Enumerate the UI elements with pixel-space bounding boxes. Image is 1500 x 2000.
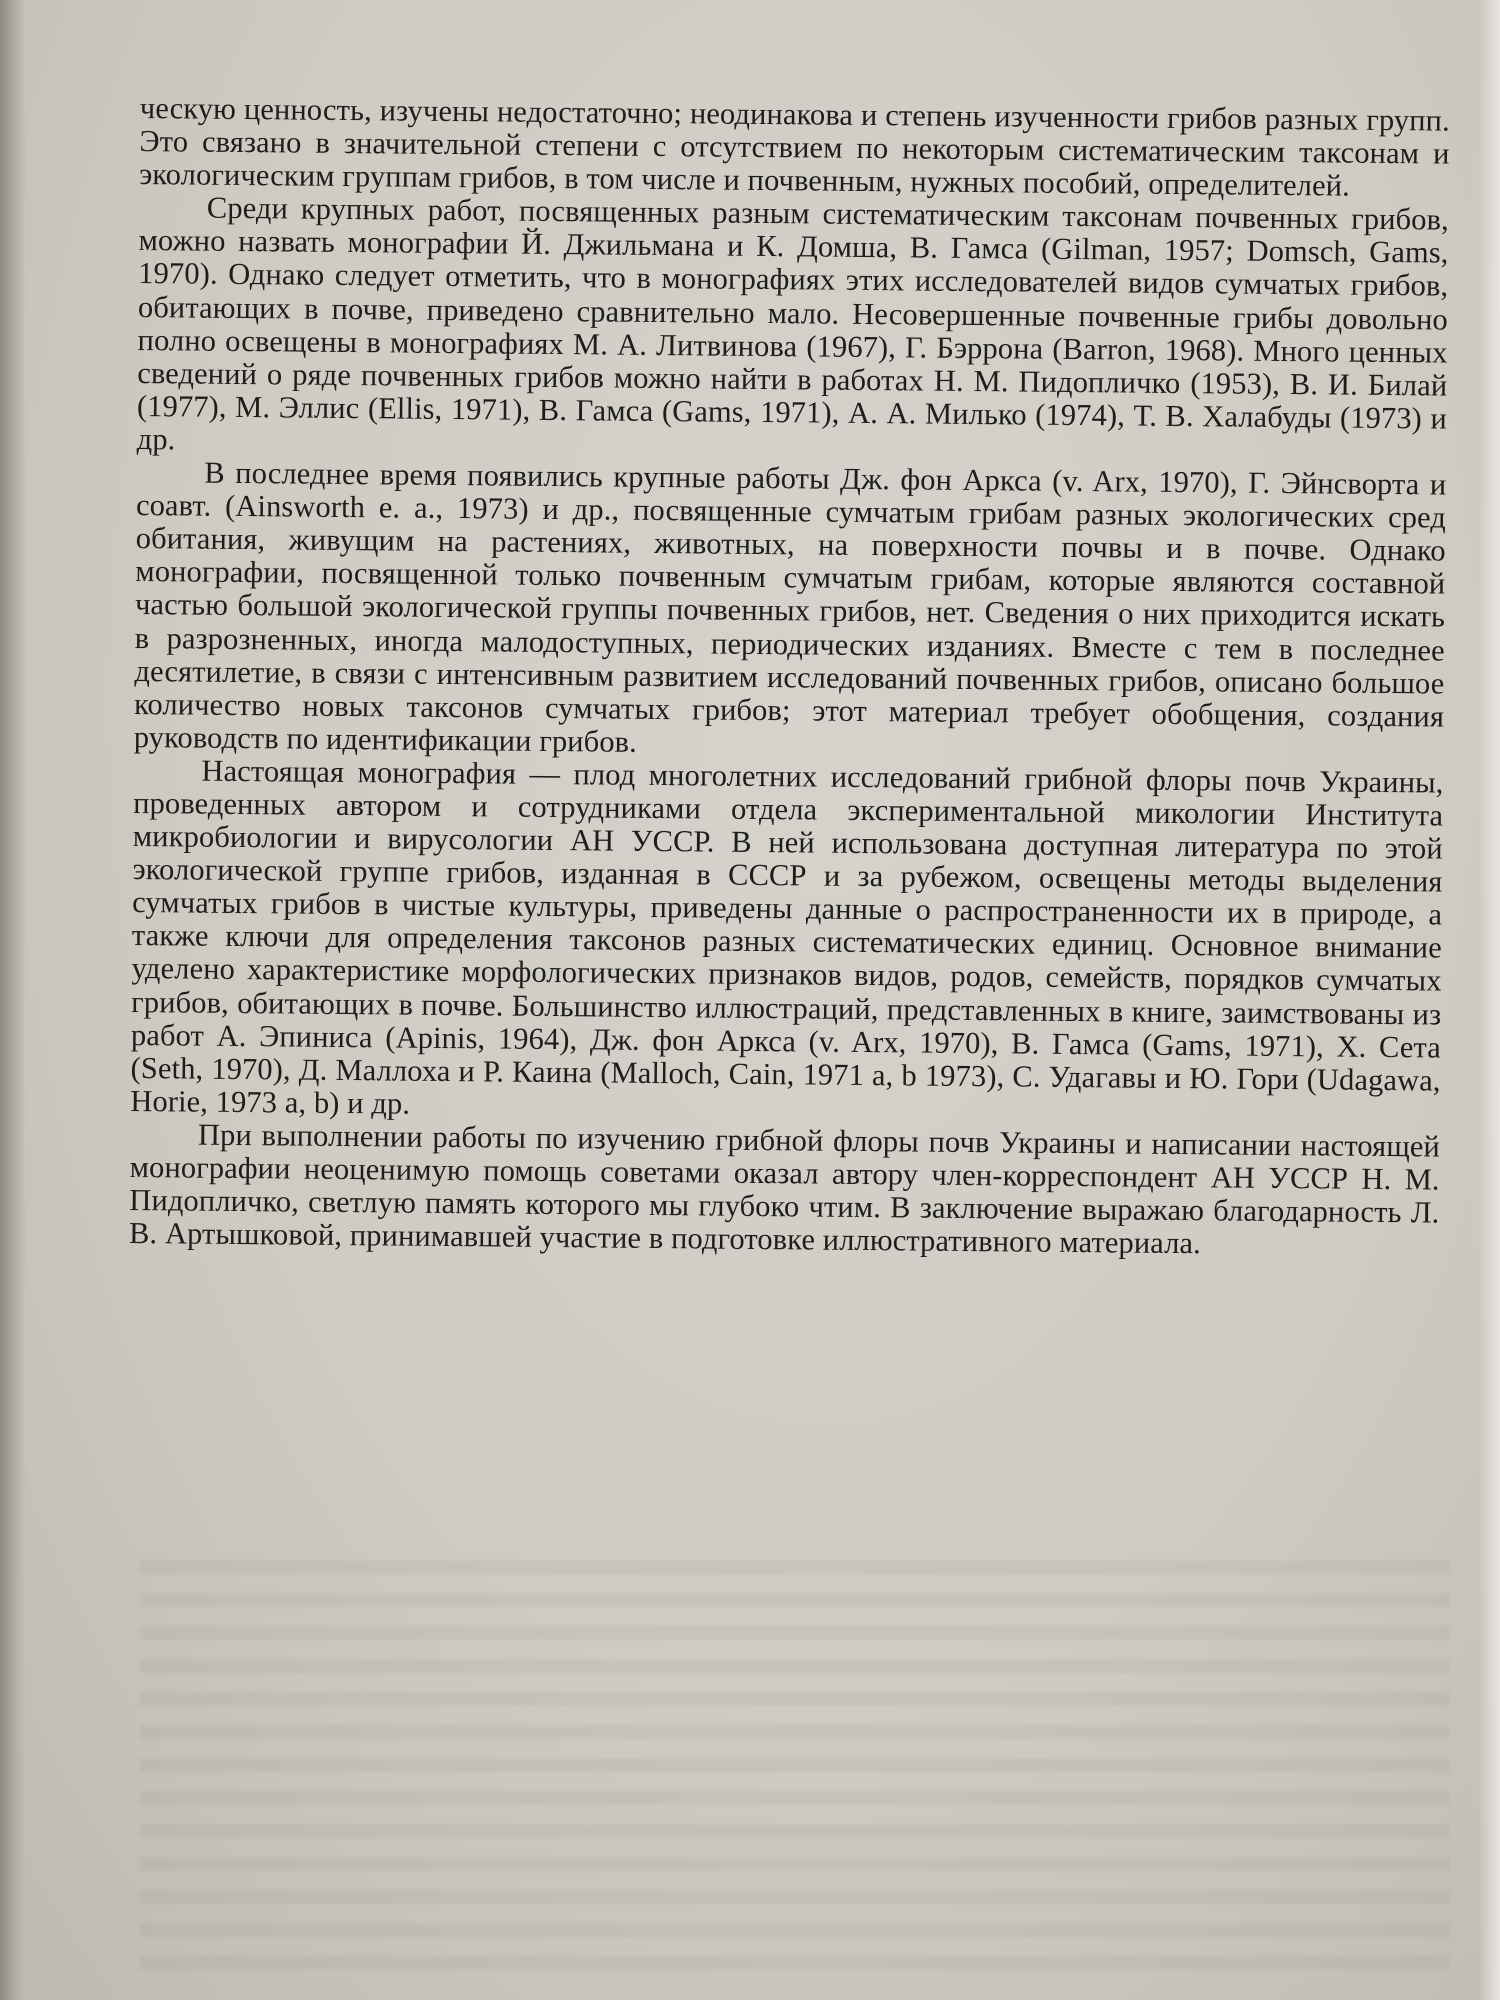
paragraph-2: Среди крупных работ, посвященных разным систематическим таксонам почвенных грибов, можно назвать монографии Й. Джильмана и К. Домша, В. Гамса (Gilman, 1957; Domsch, Gams, 1970). Однако следует отметить, что в монографиях этих исследователей видов сумчатых грибов, обитающих в почве, приведено сравнительно мало. Несовершенные почвенные грибы довольно полно освещены в монографиях М. А. Литвинова (1967), Г. Бэррона (Barron, 1968). Много ценных сведений о ряде почвенных грибов можно найти в работах Н. М. Пидопличко (1953), В. И. Билай (1977), М. Эллис (Ellis, 1971), В. Гамса (Gams, 1971), А. А. Милько (1974), Т. В. Халабуды (1973) и др.: [136, 190, 1449, 457]
paragraph-1: ческую ценность, изучены недостаточно; неодинакова и степень изученности грибов разных групп. Это связано в значительной степени с отсутствием по некоторым систематическим таксонам и экологическим группам грибов, в том числе и почвенным, нужных пособий, определителей.: [139, 91, 1450, 203]
body-text: [129, 92, 1450, 1263]
paragraph-4: Настоящая монография — плод многолетних исследований грибной флоры почв Украины, проведенных автором и сотрудниками отдела экспериментальной микологии Института микробиологии и вирусологии АН УССР. В ней использована доступная литература по этой экологической группе грибов, изданная в СССР и за рубежом, освещены методы выделения сумчатых грибов в чистые культуры, приведены данные о распространенности их в природе, а также ключи для определения таксонов разных систематических единиц. Основное внимание уделено характеристике морфологических признаков видов, родов, семейств, порядков сумчатых грибов, обитающих в почве. Большинство иллюстраций, представленных в книге, заимствованы из работ А. Эпиниса (Apinis, 1964), Дж. фон Аркса (v. Arx, 1970), В. Гамса (Gams, 1971), Х. Сета (Seth, 1970), Д. Маллоха и Р. Каина (Malloch, Cain, 1971 a, b 1973), С. Удагавы и Ю. Гори (Udagawa, Horie, 1973 a, b) и др.: [130, 753, 1444, 1121]
paragraph-3: В последнее время появились крупные работы Дж. фон Аркса (v. Arx, 1970), Г. Эйнсворта и соавт. (Ainsworth e. a., 1973) и др., посвященные сумчатым грибам разных экологических сред обитания, живущим на растениях, животных, на поверхности почвы и в почве. Однако монографии, посвященной только почвенным сумчатым грибам, которые являются составной частью большой экологической группы почвенных грибов, нет. Сведения о них приходится искать в разрозненных, иногда малодоступных, периодических изданиях. Вместе с тем в последнее десятилетие, в связи с интенсивным развитием исследований почвенных грибов, описано большое количество новых таксонов сумчатых грибов; этот материал требует обобщения, создания руководств по идентификации грибов.: [133, 455, 1447, 759]
reverse-side-bleed-through: [140, 1560, 1450, 1980]
paragraph-5: При выполнении работы по изучению грибной флоры почв Украины и написании настоящей монографии неоценимую помощь советами оказал автору член-корреспондент АН УССР Н. М. Пидопличко, светлую память которого мы глубоко чтим. В заключение выражаю благодарность Л. В. Артышковой, принимавшей участие в подготовке иллюстративного материала.: [128, 1117, 1441, 1261]
